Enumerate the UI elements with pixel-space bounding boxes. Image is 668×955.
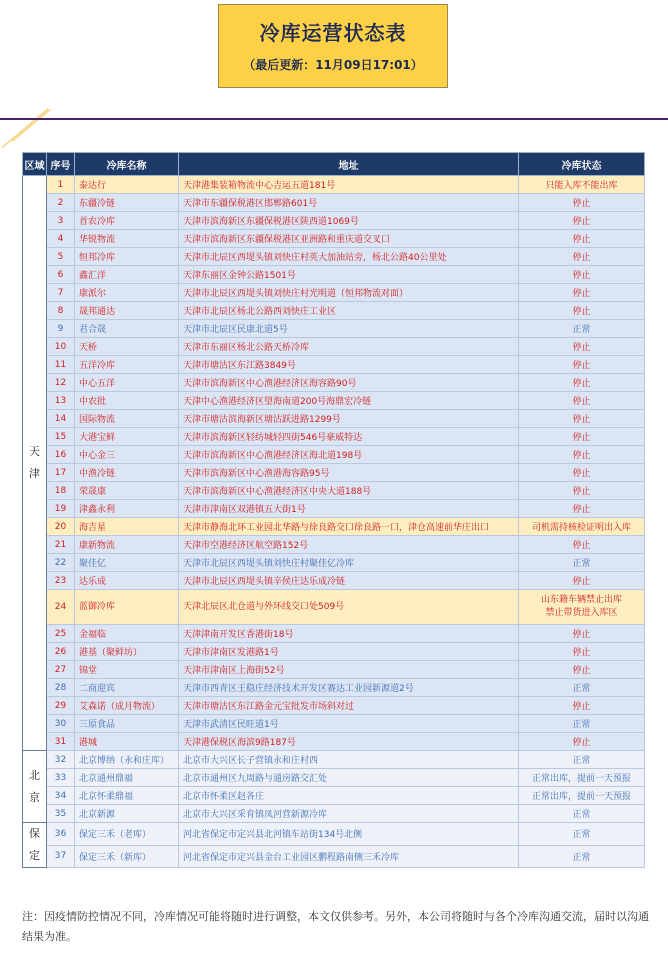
storage-address: 天津港集装箱物流中心吉运五道181号	[179, 176, 519, 194]
table-row	[23, 266, 645, 284]
row-number: 34	[47, 787, 75, 805]
storage-name: 金福临	[75, 625, 179, 643]
storage-name: 君合晟	[75, 320, 179, 338]
storage-address: 天津市东疆保税港区邯郸路601号	[179, 194, 519, 212]
row-number: 27	[47, 661, 75, 679]
table-row	[23, 284, 645, 302]
table-row	[23, 536, 645, 554]
storage-address: 天津市北辰区西堤头镇刘快庄村英大加油站旁，杨北公路40公里处	[179, 248, 519, 266]
storage-address: 天津市滨海新区中心渔港经济区海容路90号	[179, 374, 519, 392]
storage-name: 中心五洋	[75, 374, 179, 392]
table-row	[23, 482, 645, 500]
storage-name: 津鑫永利	[75, 500, 179, 518]
title-banner	[218, 4, 448, 88]
row-number: 2	[47, 194, 75, 212]
table-row	[23, 428, 645, 446]
row-number: 11	[47, 356, 75, 374]
storage-name: 荣晟康	[75, 482, 179, 500]
storage-status: 只能入库不能出库	[519, 176, 645, 194]
storage-address: 天津市滨海新区中心渔港经济区海北道198号	[179, 446, 519, 464]
storage-status: 正常	[519, 554, 645, 572]
storage-address: 天津市津南区双港镇五大街1号	[179, 500, 519, 518]
storage-address: 天津市北辰区西堤头镇辛侯庄达乐成冷链	[179, 572, 519, 590]
storage-address: 河北省保定市定兴县金台工业园区鹏程路南侧三禾冷库	[179, 845, 519, 868]
row-number: 13	[47, 392, 75, 410]
storage-address: 天津市北辰区西堤头镇刘快庄村聚佳亿冷库	[179, 554, 519, 572]
storage-name: 晟邦通达	[75, 302, 179, 320]
storage-name: 康派尔	[75, 284, 179, 302]
storage-status: 停止	[519, 302, 645, 320]
storage-status: 停止	[519, 410, 645, 428]
storage-address: 天津市北辰区西堤头镇刘快庄村光明道（恒邦物流对面）	[179, 284, 519, 302]
row-number: 5	[47, 248, 75, 266]
row-number: 26	[47, 643, 75, 661]
storage-address: 天津东丽区金钟公路1501号	[179, 266, 519, 284]
storage-name: 三原食品	[75, 715, 179, 733]
cold-storage-status-table	[22, 152, 645, 868]
storage-status: 停止	[519, 643, 645, 661]
storage-name: 北京怀柔鼎福	[75, 787, 179, 805]
storage-address: 天津市北辰区杨北公路西刘快庄工业区	[179, 302, 519, 320]
table-row	[23, 356, 645, 374]
storage-status: 停止	[519, 697, 645, 715]
storage-status: 停止	[519, 374, 645, 392]
storage-name: 艾森诺（成月物流）	[75, 697, 179, 715]
table-row	[23, 248, 645, 266]
storage-name: 五洋冷库	[75, 356, 179, 374]
row-number: 21	[47, 536, 75, 554]
row-number: 9	[47, 320, 75, 338]
storage-status: 停止	[519, 446, 645, 464]
storage-status: 停止	[519, 625, 645, 643]
row-number: 37	[47, 845, 75, 868]
storage-address: 天津市北辰区民康北道5号	[179, 320, 519, 338]
row-number: 6	[47, 266, 75, 284]
region-cell: 北 京	[23, 751, 47, 823]
row-number: 22	[47, 554, 75, 572]
table-row	[23, 769, 645, 787]
table-row	[23, 715, 645, 733]
storage-name: 泰达行	[75, 176, 179, 194]
row-number: 15	[47, 428, 75, 446]
row-number: 28	[47, 679, 75, 697]
storage-name: 保定三禾（老库）	[75, 823, 179, 846]
row-number: 17	[47, 464, 75, 482]
storage-address: 天津北辰区北仓道与外环线交口处509号	[179, 590, 519, 625]
row-number: 16	[47, 446, 75, 464]
table-row	[23, 805, 645, 823]
status-table-wrapper	[22, 152, 644, 868]
storage-address: 北京市通州区九周路与通房路交汇处	[179, 769, 519, 787]
storage-name: 中渔冷链	[75, 464, 179, 482]
row-number: 3	[47, 212, 75, 230]
col-address: 地址	[179, 153, 519, 176]
storage-status: 停止	[519, 482, 645, 500]
table-row	[23, 194, 645, 212]
table-row	[23, 554, 645, 572]
last-updated: （最后更新：11月09日17:01）	[243, 58, 423, 72]
storage-status: 停止	[519, 500, 645, 518]
row-number: 31	[47, 733, 75, 751]
storage-address: 天津市滨海新区中心渔港海容路95号	[179, 464, 519, 482]
storage-name: 保定三禾（新库）	[75, 845, 179, 868]
table-row	[23, 500, 645, 518]
table-row	[23, 374, 645, 392]
table-row	[23, 212, 645, 230]
table-row	[23, 643, 645, 661]
storage-name: 中心金三	[75, 446, 179, 464]
storage-name: 中农批	[75, 392, 179, 410]
storage-status: 停止	[519, 464, 645, 482]
storage-address: 天津津南开发区香港街18号	[179, 625, 519, 643]
storage-status: 正常出库，提前一天预报	[519, 787, 645, 805]
table-header-row	[23, 153, 645, 176]
storage-name: 北京新源	[75, 805, 179, 823]
table-row	[23, 464, 645, 482]
storage-status: 停止	[519, 194, 645, 212]
col-name: 冷库名称	[75, 153, 179, 176]
storage-address: 天津市西青区王稳庄经济技术开发区赛达工业园新源道2号	[179, 679, 519, 697]
table-row	[23, 302, 645, 320]
table-row	[23, 572, 645, 590]
storage-status: 停止	[519, 572, 645, 590]
storage-status: 山东籍车辆禁止出库 禁止带货进入库区	[519, 590, 645, 625]
storage-name: 国际物流	[75, 410, 179, 428]
table-row	[23, 392, 645, 410]
storage-address: 天津市武清区民旺道1号	[179, 715, 519, 733]
storage-name: 大港宝鲜	[75, 428, 179, 446]
storage-address: 天津市静海北环工业园北华路与徐良路交口徐良路一口，津仓高速前华庄出口	[179, 518, 519, 536]
row-number: 23	[47, 572, 75, 590]
table-row	[23, 446, 645, 464]
row-number: 20	[47, 518, 75, 536]
storage-name: 东疆冷链	[75, 194, 179, 212]
storage-status: 正常	[519, 845, 645, 868]
table-row	[23, 661, 645, 679]
storage-status: 停止	[519, 230, 645, 248]
storage-status: 正常	[519, 320, 645, 338]
storage-address: 天津市空港经济区航空路152号	[179, 536, 519, 554]
row-number: 35	[47, 805, 75, 823]
storage-name: 二商迎宾	[75, 679, 179, 697]
row-number: 30	[47, 715, 75, 733]
table-row	[23, 679, 645, 697]
row-number: 36	[47, 823, 75, 846]
region-cell: 天 津	[23, 176, 47, 751]
table-row	[23, 697, 645, 715]
row-number: 29	[47, 697, 75, 715]
table-row	[23, 823, 645, 846]
table-row	[23, 230, 645, 248]
storage-status: 停止	[519, 284, 645, 302]
storage-name: 港基（聚鲜坊）	[75, 643, 179, 661]
storage-name: 港城	[75, 733, 179, 751]
storage-name: 北京通州鼎福	[75, 769, 179, 787]
table-row	[23, 320, 645, 338]
storage-address: 天津市滨海新区轻纺城轻四街546号豪威特达	[179, 428, 519, 446]
storage-status: 司机需持核检证明出入库	[519, 518, 645, 536]
storage-name: 鑫汇洋	[75, 266, 179, 284]
storage-name: 蓝御冷库	[75, 590, 179, 625]
header-divider	[0, 118, 668, 120]
storage-status: 正常	[519, 679, 645, 697]
col-region: 区域	[23, 153, 47, 176]
row-number: 33	[47, 769, 75, 787]
region-cell: 保 定	[23, 823, 47, 868]
col-status: 冷库状态	[519, 153, 645, 176]
storage-address: 河北省保定市定兴县北河镇车站街134号北侧	[179, 823, 519, 846]
storage-name: 聚佳亿	[75, 554, 179, 572]
storage-name: 海吉星	[75, 518, 179, 536]
storage-status: 停止	[519, 661, 645, 679]
storage-address: 天津市滨海新区中心渔港经济区中央大道188号	[179, 482, 519, 500]
row-number: 4	[47, 230, 75, 248]
table-row	[23, 176, 645, 194]
storage-status: 停止	[519, 212, 645, 230]
storage-address: 天津市东丽区杨北公路天桥冷库	[179, 338, 519, 356]
storage-name: 恒邦冷库	[75, 248, 179, 266]
storage-status: 停止	[519, 248, 645, 266]
storage-status: 停止	[519, 733, 645, 751]
storage-name: 达乐成	[75, 572, 179, 590]
storage-status: 正常	[519, 715, 645, 733]
col-no: 序号	[47, 153, 75, 176]
storage-name: 康新物流	[75, 536, 179, 554]
storage-status: 正常出库，提前一天预报	[519, 769, 645, 787]
footer-note: 注：因疫情防控情况不同，冷库情况可能将随时进行调整，本文仅供参考。另外，本公司将随时与各个冷库沟通交流，届时以沟通结果为准。	[22, 910, 649, 943]
storage-status: 停止	[519, 392, 645, 410]
table-row	[23, 590, 645, 625]
storage-address: 北京市怀柔区赵各庄	[179, 787, 519, 805]
storage-address: 天津市津南区上海街52号	[179, 661, 519, 679]
row-number: 1	[47, 176, 75, 194]
storage-name: 华锐物流	[75, 230, 179, 248]
storage-address: 天津港保税区海滨9路187号	[179, 733, 519, 751]
storage-name: 北京博纳（永和庄库）	[75, 751, 179, 769]
table-row	[23, 845, 645, 868]
row-number: 14	[47, 410, 75, 428]
storage-status: 停止	[519, 266, 645, 284]
row-number: 10	[47, 338, 75, 356]
storage-status: 停止	[519, 428, 645, 446]
storage-status: 停止	[519, 356, 645, 374]
deco-slash-2	[12, 109, 51, 142]
storage-status: 正常	[519, 751, 645, 769]
storage-name: 锦堂	[75, 661, 179, 679]
storage-address: 天津市滨海新区东疆保税港区亚洲路和重庆道交叉口	[179, 230, 519, 248]
row-number: 24	[47, 590, 75, 625]
storage-name: 天桥	[75, 338, 179, 356]
row-number: 18	[47, 482, 75, 500]
row-number: 12	[47, 374, 75, 392]
page-title: 冷库运营状态表	[259, 21, 407, 45]
table-row	[23, 733, 645, 751]
storage-address: 天津市塘沽区东江路金元宝批发市场斜对过	[179, 697, 519, 715]
storage-status: 正常	[519, 805, 645, 823]
table-row	[23, 625, 645, 643]
row-number: 8	[47, 302, 75, 320]
storage-address: 北京市大兴区采育镇凤河营新源冷库	[179, 805, 519, 823]
table-row	[23, 338, 645, 356]
row-number: 19	[47, 500, 75, 518]
storage-address: 天津市滨海新区东疆保税港区陕西道1069号	[179, 212, 519, 230]
storage-status: 停止	[519, 536, 645, 554]
table-row	[23, 410, 645, 428]
table-row	[23, 518, 645, 536]
storage-address: 天津市塘沽滨海新区塘沽跃进路1299号	[179, 410, 519, 428]
storage-status: 正常	[519, 823, 645, 846]
row-number: 32	[47, 751, 75, 769]
row-number: 25	[47, 625, 75, 643]
table-row	[23, 787, 645, 805]
storage-address: 天津市津南区发港路1号	[179, 643, 519, 661]
table-body	[23, 176, 645, 868]
storage-address: 北京市大兴区长子营镇永和庄村西	[179, 751, 519, 769]
row-number: 7	[47, 284, 75, 302]
table-row	[23, 751, 645, 769]
storage-name: 首农冷库	[75, 212, 179, 230]
storage-address: 天津中心渔港经济区望海南道200号海鼎宏冷链	[179, 392, 519, 410]
storage-status: 停止	[519, 338, 645, 356]
storage-address: 天津市塘沽区东江路3849号	[179, 356, 519, 374]
